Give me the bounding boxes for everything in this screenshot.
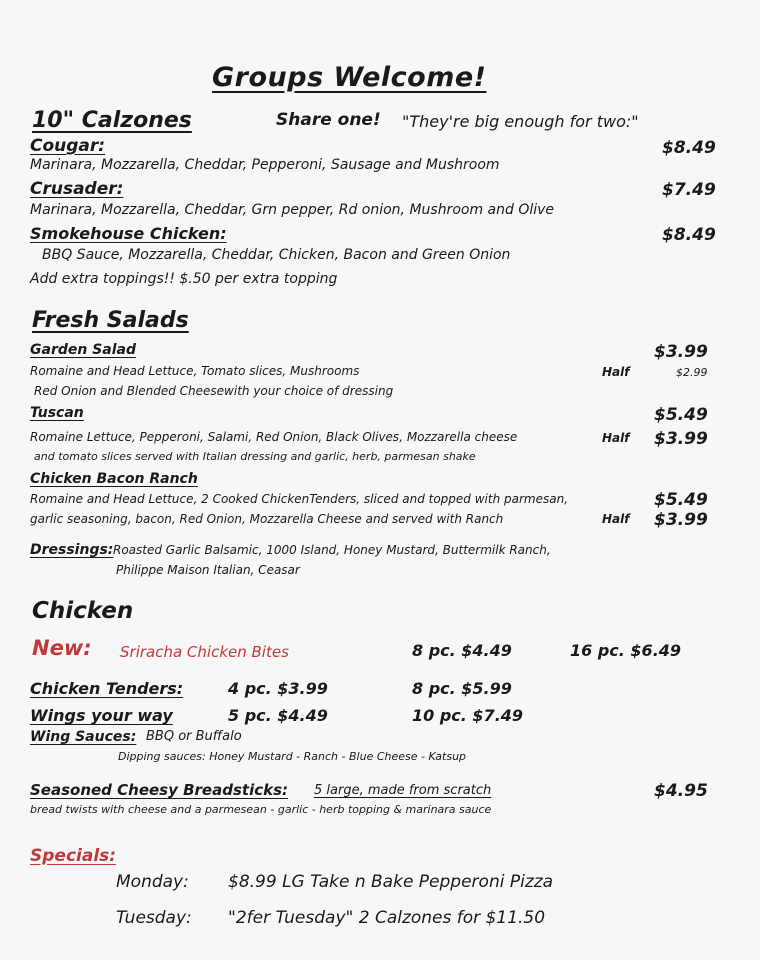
tuscan-desc-1: Romaine Lettuce, Pepperoni, Salami, Red Onion, Black Olives, Mozzarella cheese	[30, 430, 518, 444]
crusader-desc: Marinara, Mozzarella, Cheddar, Grn pepper, Rd onion, Mushroom and Olive	[30, 202, 555, 218]
smokehouse-price: $8.49	[662, 225, 716, 245]
specials-monday-day: Monday:	[116, 872, 189, 892]
chicken-bacon-ranch-desc-1: Romaine and Head Lettuce, 2 Cooked ChickenTenders, sliced and topped with parmesan,	[30, 492, 569, 506]
garden-salad-desc-2: Red Onion and Blended Cheesewith your choice of dressing	[34, 384, 394, 398]
crusader-price: $7.49	[662, 180, 716, 200]
chicken-bacon-ranch-half-price: $3.99	[654, 510, 708, 530]
garden-salad-half-price: $2.99	[676, 366, 708, 379]
crusader-name: Crusader:	[30, 179, 124, 199]
wing-sauces-list: BBQ or Buffalo	[146, 729, 242, 744]
breadsticks-name: Seasoned Cheesy Breadsticks:	[30, 781, 289, 799]
page-title: Groups Welcome!	[212, 62, 487, 93]
new-label: New:	[32, 636, 92, 660]
wing-sauces-label: Wing Sauces:	[30, 729, 137, 745]
chicken-bacon-ranch-half-label: Half	[602, 512, 630, 526]
cougar-desc: Marinara, Mozzarella, Cheddar, Pepperoni, Sausage and Mushroom	[30, 157, 500, 173]
garden-salad-desc-1: Romaine and Head Lettuce, Tomato slices, Mushrooms	[30, 364, 360, 378]
wings-price-10: 10 pc. $7.49	[412, 706, 524, 725]
calzones-tagline-quote: "They're big enough for two:"	[402, 112, 639, 131]
calzones-heading: 10" Calzones	[32, 108, 192, 133]
dressings-list-2: Philippe Maison Italian, Ceasar	[116, 563, 300, 577]
chicken-tenders-name: Chicken Tenders:	[30, 679, 184, 698]
new-item-name: Sriracha Chicken Bites	[120, 643, 289, 661]
cougar-name: Cougar:	[30, 136, 106, 156]
garden-salad-name: Garden Salad	[30, 342, 136, 358]
specials-heading: Specials:	[30, 846, 117, 866]
wings-price-5: 5 pc. $4.49	[228, 706, 328, 725]
specials-tuesday-day: Tuesday:	[116, 908, 192, 928]
cougar-price: $8.49	[662, 138, 716, 158]
wings-name: Wings your way	[30, 706, 173, 725]
chicken-bacon-ranch-desc-2: garlic seasoning, bacon, Red Onion, Mozzarella Cheese and served with Ranch	[30, 512, 504, 526]
new-item-price-8: 8 pc. $4.49	[412, 641, 512, 660]
dipping-sauces: Dipping sauces: Honey Mustard - Ranch - Blue Cheese - Katsup	[118, 750, 467, 763]
dressings-list-1: Roasted Garlic Balsamic, 1000 Island, Honey Mustard, Buttermilk Ranch,	[113, 543, 551, 557]
salads-heading: Fresh Salads	[32, 308, 189, 333]
breadsticks-price: $4.95	[654, 781, 708, 801]
tuscan-price: $5.49	[654, 405, 708, 425]
chicken-bacon-ranch-price: $5.49	[654, 490, 708, 510]
tuscan-half-label: Half	[602, 431, 630, 445]
specials-monday-deal: $8.99 LG Take n Bake Pepperoni Pizza	[228, 872, 554, 892]
breadsticks-subtitle: 5 large, made from scratch	[314, 783, 492, 798]
garden-salad-price: $3.99	[654, 342, 708, 362]
tuscan-desc-2: and tomato slices served with Italian dressing and garlic, herb, parmesan shake	[34, 450, 476, 463]
tuscan-name: Tuscan	[30, 405, 84, 421]
chicken-tenders-price-4: 4 pc. $3.99	[228, 679, 328, 698]
garden-salad-half-label: Half	[602, 365, 630, 379]
dressings-label: Dressings:	[30, 542, 114, 558]
chicken-heading: Chicken	[32, 598, 134, 624]
breadsticks-desc: bread twists with cheese and a parmesean - garlic - herb topping & marinara sauce	[30, 803, 492, 816]
specials-tuesday-deal: "2fer Tuesday" 2 Calzones for $11.50	[228, 908, 546, 928]
extra-toppings-note: Add extra toppings!! $.50 per extra topping	[30, 271, 338, 287]
chicken-bacon-ranch-name: Chicken Bacon Ranch	[30, 471, 198, 487]
new-item-price-16: 16 pc. $6.49	[570, 641, 682, 660]
tuscan-half-price: $3.99	[654, 429, 708, 449]
calzones-tagline: Share one!	[276, 110, 381, 130]
smokehouse-name: Smokehouse Chicken:	[30, 224, 227, 243]
chicken-tenders-price-8: 8 pc. $5.99	[412, 679, 512, 698]
smokehouse-desc: BBQ Sauce, Mozzarella, Cheddar, Chicken, Bacon and Green Onion	[42, 247, 511, 263]
